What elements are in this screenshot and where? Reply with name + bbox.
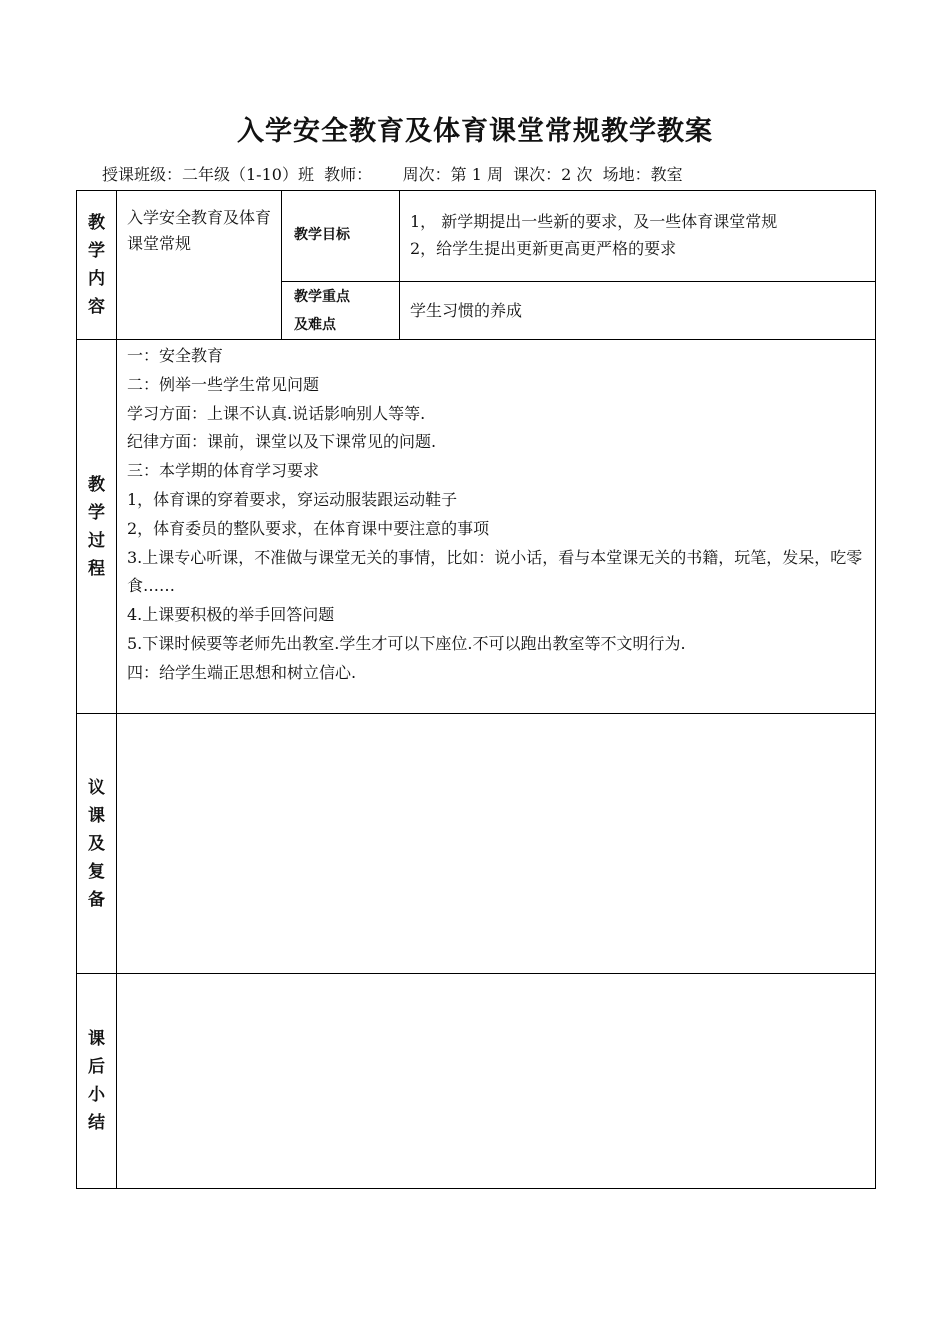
key-points-content: 学生习惯的养成	[400, 282, 876, 340]
process-line: 一：安全教育	[127, 346, 224, 365]
process-line: 4.上课要积极的举手回答问题	[127, 605, 335, 625]
review-content[interactable]	[117, 714, 876, 974]
document-title: 入学安全教育及体育课堂常规教学教案	[237, 116, 713, 147]
course-name: 入学安全教育及体育课堂常规	[117, 191, 282, 340]
process-line: 三：本学期的体育学习要求	[127, 461, 320, 481]
objective-item: 1， 新学期提出一些新的要求，及一些体育课堂常规	[410, 212, 778, 231]
process-row	[77, 340, 876, 714]
class-info-line: 授课班级：二年级（1-10）班 教师： 周次：第 1 周 课次：2 次 场地：教室	[102, 165, 683, 184]
process-content	[117, 340, 876, 714]
summary-content[interactable]	[117, 974, 876, 1189]
content-label: 教 学 内 容	[77, 191, 117, 340]
lesson-plan-table	[76, 190, 876, 1189]
objectives-label: 教学目标	[282, 191, 400, 282]
process-line: 四：给学生端正思想和树立信心.	[127, 662, 357, 682]
summary-label: 课 后 小 结	[77, 974, 117, 1189]
objective-item: 2，给学生提出更新更高更严格的要求	[410, 239, 677, 258]
process-line: 二：例举一些学生常见问题	[127, 374, 320, 394]
process-line: 学习方面：上课不认真.说话影响别人等等.	[127, 403, 426, 423]
process-line: 1，体育课的穿着要求，穿运动服装跟运动鞋子	[127, 489, 458, 509]
key-points-label: 教学重点 及难点	[282, 282, 400, 340]
process-line: 5.下课时候要等老师先出教室.学生才可以下座位.不可以跑出教室等不文明行为.	[127, 633, 686, 653]
process-label: 教 学 过 程	[77, 340, 117, 714]
review-row	[77, 714, 876, 974]
objectives-row	[77, 191, 876, 282]
process-line: 2，体育委员的整队要求，在体育课中要注意的事项	[127, 518, 490, 538]
summary-row	[77, 974, 876, 1189]
review-label: 议 课 及 复 备	[77, 714, 117, 974]
process-line: 纪律方面：课前，课堂以及下课常见的问题.	[127, 432, 437, 452]
objectives-content	[400, 191, 876, 282]
process-line: 3.上课专心听课，不准做与课堂无关的事情，比如：说小话，看与本堂课无关的书籍，玩笔，发呆，吃零食……	[127, 547, 863, 596]
